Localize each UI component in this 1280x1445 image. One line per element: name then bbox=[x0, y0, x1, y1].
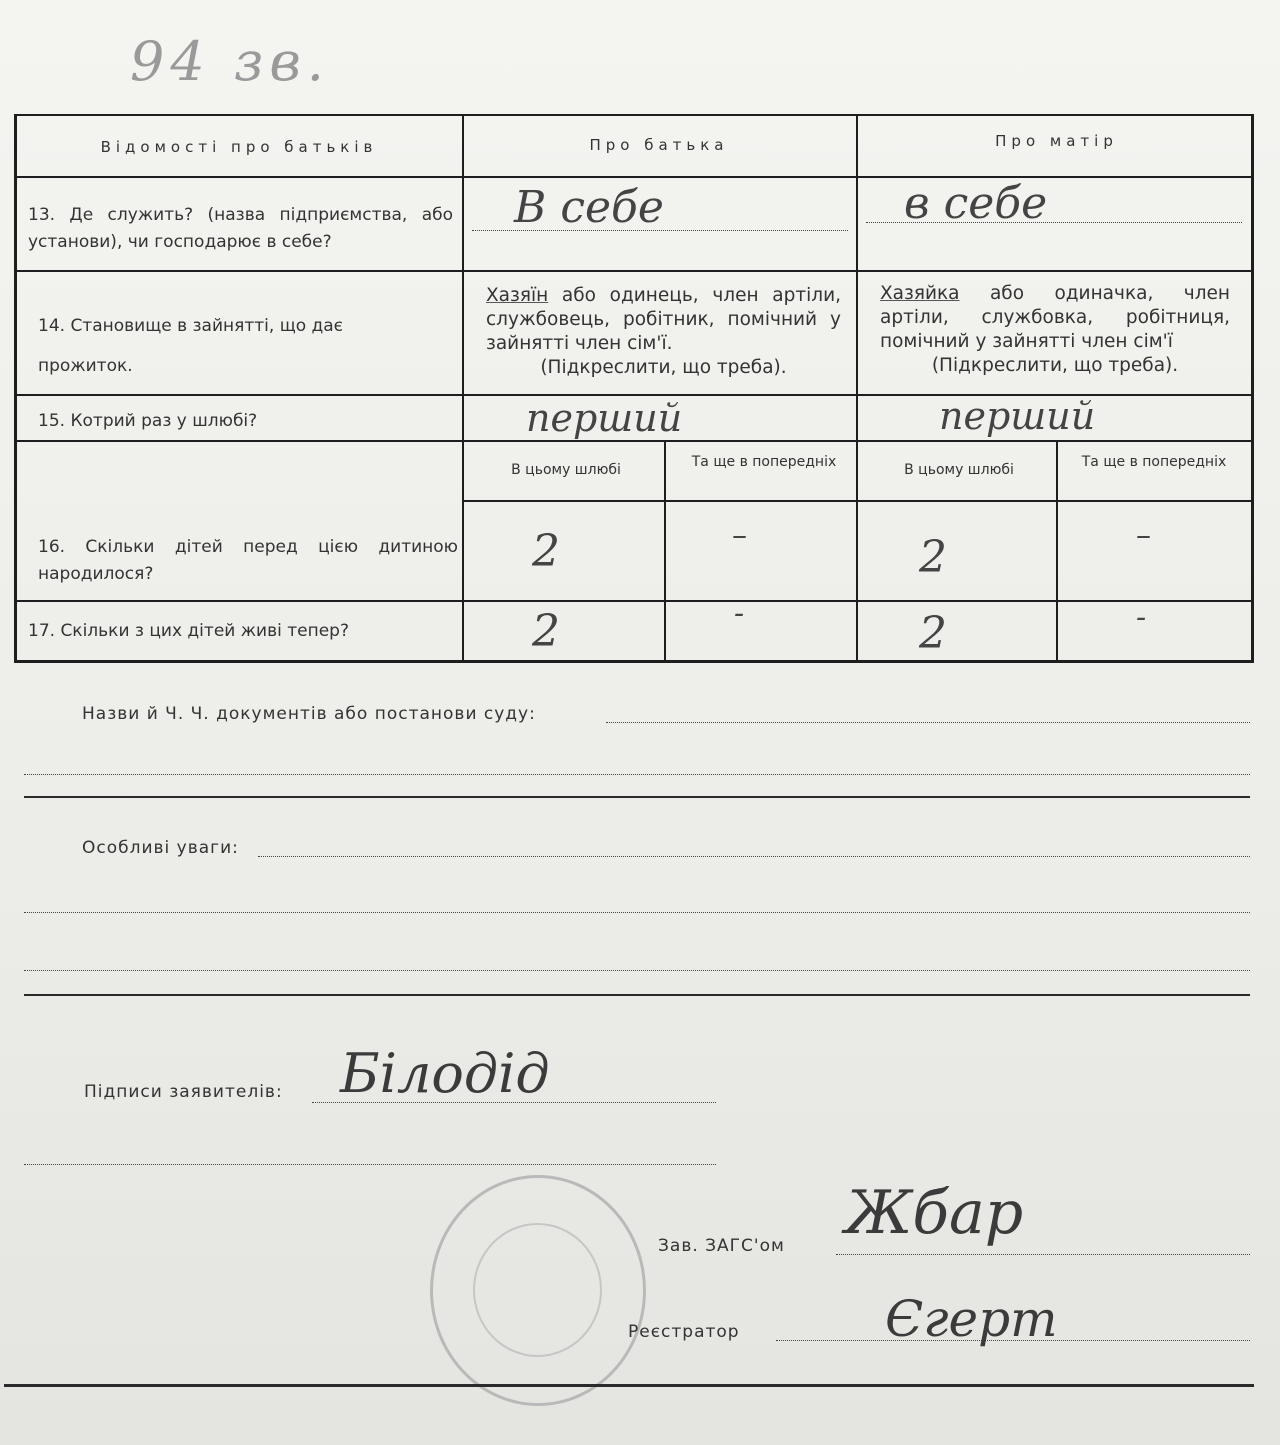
subheader-father-previous: Та ще в попередніх bbox=[691, 454, 837, 470]
question-13: 13. Де служить? (назва підприємства, або установи), чи господарює в себе? bbox=[28, 205, 453, 252]
table-border-left bbox=[14, 114, 17, 663]
remarks-rule bbox=[24, 994, 1250, 996]
registry-head-signature: Жбар bbox=[845, 1178, 1024, 1248]
question-17: 17. Скільки з цих дітей живі тепер? bbox=[28, 621, 349, 641]
table-border-right bbox=[1251, 114, 1254, 663]
father-workplace-answer: В себе bbox=[514, 182, 664, 233]
registry-head-label: Зав. ЗАГС'ом bbox=[658, 1236, 785, 1256]
documents-line-2 bbox=[24, 774, 1250, 775]
subheader-mother-previous: Та ще в попередніх bbox=[1081, 454, 1227, 470]
mother-workplace-answer: в себе bbox=[904, 178, 1048, 229]
registrar-label: Реєстратор bbox=[628, 1322, 740, 1342]
applicant-signature: Білодід bbox=[340, 1042, 550, 1105]
row-divider-16 bbox=[14, 600, 1254, 602]
row-divider-13 bbox=[14, 270, 1254, 272]
subheader-mother-this-marriage: В цьому шлюбі bbox=[904, 462, 1014, 478]
mother-occupation-rest: або одиначка, член артіли, службовка, робітниця, помічний у зайнятті член сім'ї bbox=[880, 283, 1230, 352]
official-stamp-inner-ring bbox=[473, 1223, 602, 1357]
row-divider-15 bbox=[14, 440, 1254, 442]
row-divider-subheader bbox=[462, 500, 1254, 502]
mother-children-previous: – bbox=[1136, 518, 1151, 553]
mother-children-alive-this: 2 bbox=[919, 608, 947, 659]
header-mother: Про матір bbox=[995, 132, 1118, 150]
table-border-top bbox=[14, 114, 1254, 116]
mother-occupation-note: (Підкреслити, що треба). bbox=[931, 355, 1179, 376]
mother-children-alive-previous: - bbox=[1136, 600, 1147, 635]
subcol-divider-mother bbox=[1056, 442, 1058, 663]
registry-head-line bbox=[836, 1254, 1250, 1255]
remarks-line-1 bbox=[258, 856, 1250, 857]
parents-info-table bbox=[14, 114, 1254, 662]
col-divider-1 bbox=[462, 114, 464, 663]
documents-rule bbox=[24, 796, 1250, 798]
subheader-father-this-marriage: В цьому шлюбі bbox=[511, 462, 621, 478]
applicant-signature-line-2 bbox=[24, 1164, 716, 1165]
sheet-number-mark: 94 зв. bbox=[130, 30, 330, 93]
applicant-signature-label: Підписи заявителів: bbox=[84, 1082, 283, 1102]
father-occupation-note: (Підкреслити, що треба). bbox=[540, 357, 787, 378]
mother-occupation-options bbox=[880, 282, 1230, 378]
question-14: 14. Становище в зайнятті, що дає прожиток. bbox=[38, 316, 344, 376]
bottom-rule bbox=[4, 1384, 1254, 1387]
registrar-signature: Єгерт bbox=[885, 1290, 1058, 1348]
header-father: Про батька bbox=[589, 136, 729, 154]
father-occupation-rest: або одинець, член артіли, службовець, робітник, помічний у зайнятті член сім'ї. bbox=[486, 285, 841, 354]
father-occupation-options bbox=[486, 284, 841, 380]
row-divider-header bbox=[14, 176, 1254, 178]
father-marriage-count: перший bbox=[526, 396, 683, 440]
col-divider-2 bbox=[856, 114, 858, 663]
remarks-line-2 bbox=[24, 912, 1250, 913]
table-border-bottom bbox=[14, 660, 1254, 663]
mother-marriage-count: перший bbox=[939, 394, 1096, 438]
documents-line-1 bbox=[606, 722, 1250, 723]
mother-children-this: 2 bbox=[919, 532, 947, 583]
father-children-this: 2 bbox=[532, 526, 560, 577]
mother-occupation-selected: Хазяйка bbox=[880, 283, 960, 304]
father-occupation-selected: Хазяїн bbox=[486, 285, 549, 306]
remarks-line-3 bbox=[24, 970, 1250, 971]
remarks-label: Особливі уваги: bbox=[82, 838, 239, 858]
question-16: 16. Скільки дітей перед цією дитиною народилося? bbox=[38, 537, 458, 584]
father-children-alive-previous: - bbox=[734, 596, 745, 631]
subcol-divider-father bbox=[664, 442, 666, 663]
father-children-alive-this: 2 bbox=[532, 606, 560, 657]
official-stamp bbox=[430, 1175, 646, 1406]
documents-label: Назви й Ч. Ч. документів або постанови суду: bbox=[82, 704, 536, 724]
question-15: 15. Котрий раз у шлюбі? bbox=[38, 411, 258, 431]
header-parents-info: Відомості про батьків bbox=[100, 138, 378, 156]
father-children-previous: – bbox=[732, 518, 747, 553]
